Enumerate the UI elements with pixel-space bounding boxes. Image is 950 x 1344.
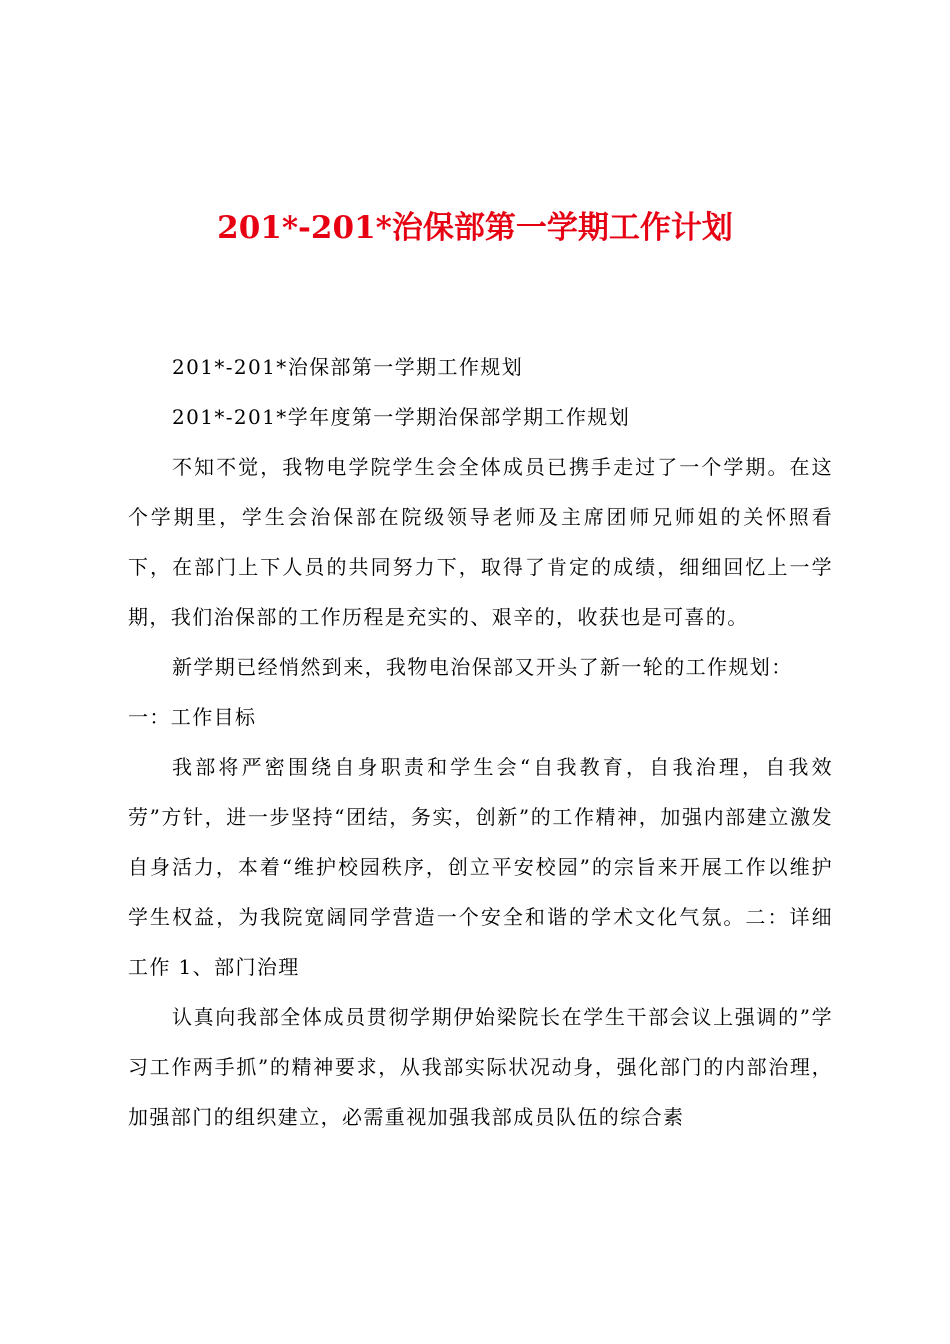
section-heading: 一：工作目标 [128, 705, 257, 729]
body-paragraph: 不知不觉，我物电学院学生会全体成员已携手走过了一个学期。在这个学期里，学生会治保部在院级领导老师及主席团师兄师姐的关怀照看下，在部门上下人员的共同努力下，取得了肯定的成绩，细细回忆上一学期，我们治保部的工作历程是充实的、艰辛的，收获也是可喜的。 [128, 455, 833, 629]
body-paragraph: 认真向我部全体成员贯彻学期伊始梁院长在学生干部会议上强调的”学习工作两手抓”的精神要求，从我部实际状况动身，强化部门的内部治理，加强部门的组织建立，必需重视加强我部成员队伍的综合素 [128, 1005, 833, 1129]
document-title: 201*-201*治保部第一学期工作计划 [217, 210, 733, 246]
document-body [128, 342, 833, 1142]
body-paragraph: 新学期已经悄然到来，我物电治保部又开头了新一轮的工作规划： [172, 655, 793, 679]
body-paragraph: 我部将严密围绕自身职责和学生会“自我教育，自我治理，自我效劳”方针，进一步坚持“团结，务实，创新”的工作精神，加强内部建立激发自身活力，本着“维护校园秩序，创立平安校园”的宗旨来开展工作以维护学生权益，为我院宽阔同学营造一个安全和谐的学术文化气氛。二：详细工作 1、部门治理 [128, 755, 833, 979]
subtitle-line: 201*-201*学年度第一学期治保部学期工作规划 [172, 405, 631, 429]
subtitle-line: 201*-201*治保部第一学期工作规划 [172, 355, 524, 379]
